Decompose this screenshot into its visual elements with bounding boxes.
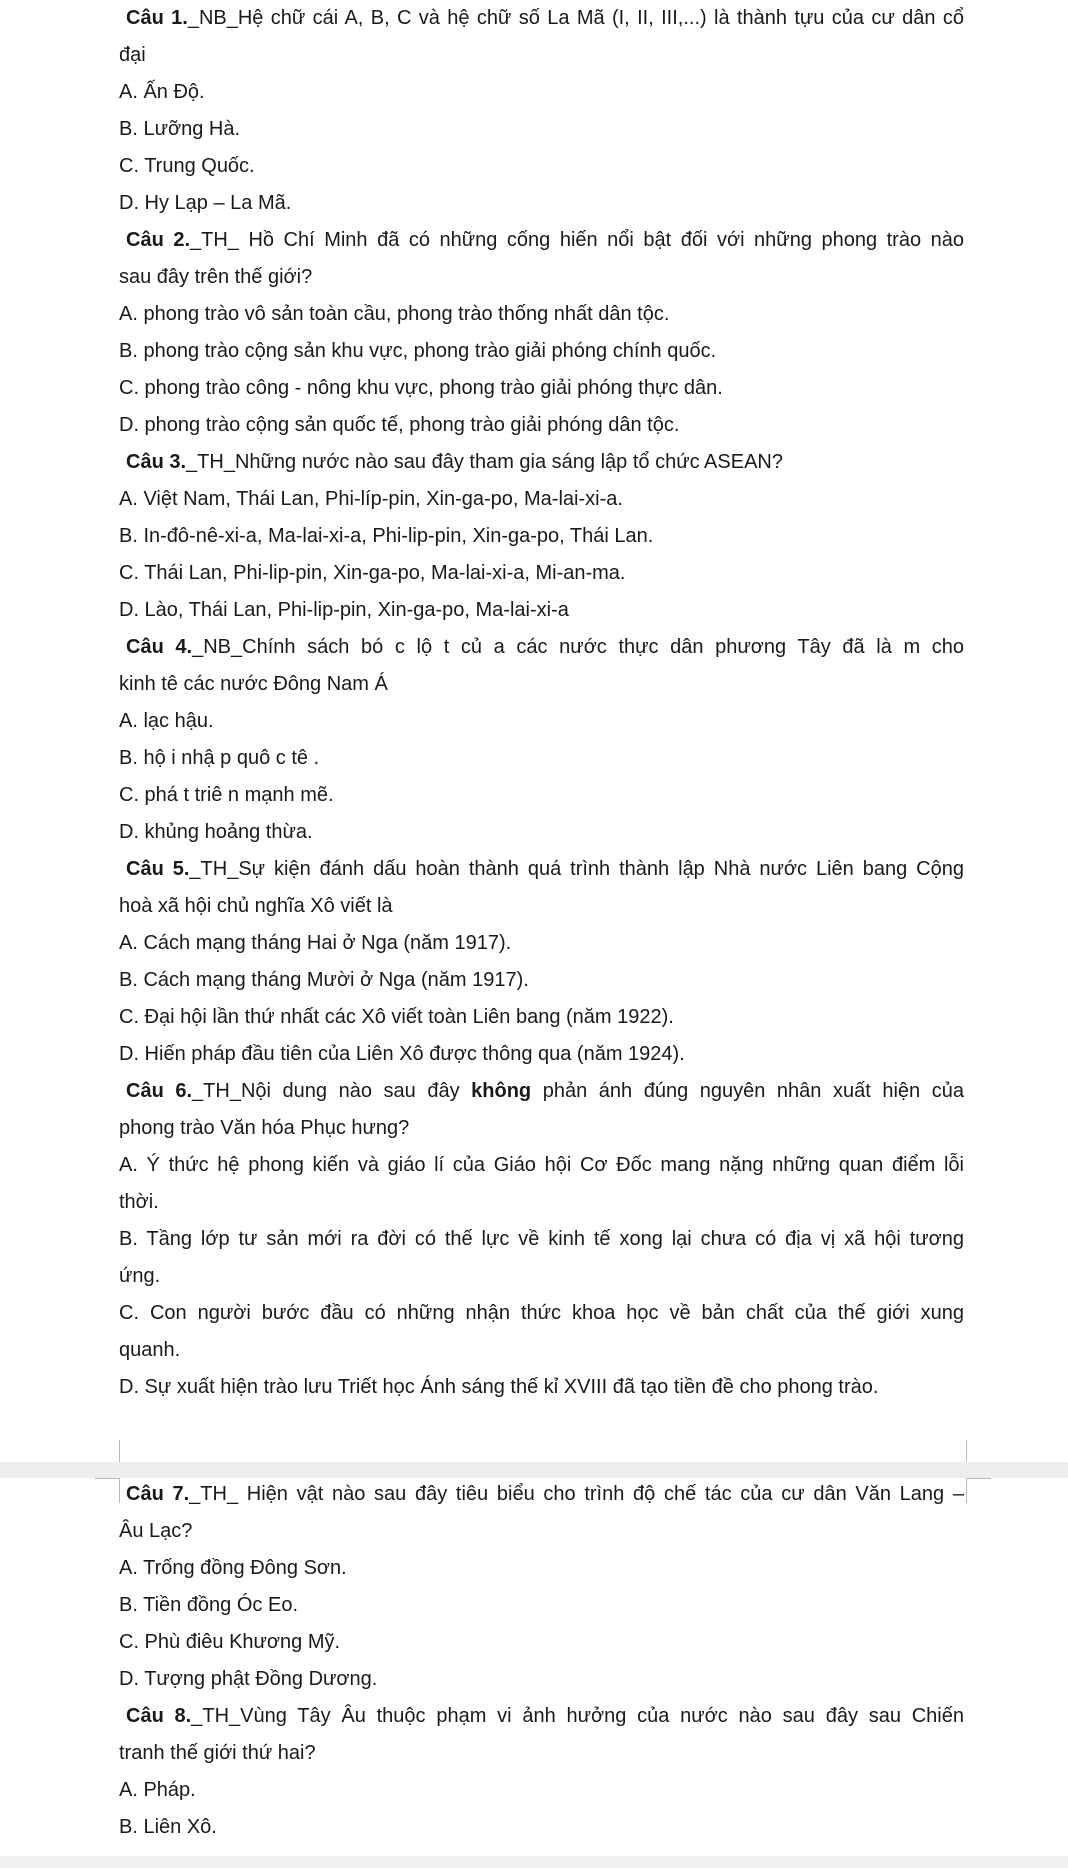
text-line: B. Liên Xô. (119, 1816, 217, 1838)
text-line: C. Phù điêu Khương Mỹ. (119, 1631, 341, 1653)
page-1-text (119, 0, 964, 1406)
question-number: Câu 6. (126, 1080, 193, 1102)
text-line: D. phong trào cộng sản quốc tế, phong trào giải phóng dân tộc. (119, 414, 680, 436)
text-line: D. Tượng phật Đồng Dương. (119, 1668, 378, 1690)
question-number: Câu 5. (126, 858, 190, 880)
text-line: Âu Lạc? (119, 1520, 193, 1542)
text-line: A. lạc hậu. (119, 710, 214, 732)
question-text: _TH_Vùng Tây Âu thuộc phạm vi ảnh hưởng của nước nào sau đây sau Chiến (191, 1705, 964, 1727)
text-line: D. khủng hoảng thừa. (119, 821, 313, 843)
question-line (119, 1073, 964, 1110)
question-number: Câu 4. (126, 636, 193, 658)
text-line: B. hộ i nhậ p quô c tê . (119, 747, 320, 769)
question-number: Câu 8. (126, 1705, 192, 1727)
crop-mark-bottom-right (966, 1478, 991, 1503)
text-line: tranh thế giới thứ hai? (119, 1742, 316, 1764)
question-number: Câu 1. (126, 7, 188, 29)
text-line: quanh. (119, 1339, 181, 1361)
question-text: _NB_Hệ chữ cái A, B, C và hệ chữ số La Mã (I, II, III,...) là thành tựu của cư dân cổ (187, 7, 964, 29)
text-line: A. Cách mạng tháng Hai ở Nga (năm 1917). (119, 932, 512, 954)
text-line: D. Sự xuất hiện trào lưu Triết học Ánh sáng thế kỉ XVIII đã tạo tiền đề cho phong trào. (119, 1376, 879, 1398)
text-line: D. Lào, Thái Lan, Phi-lip-pin, Xin-ga-po, Ma-lai-xi-a (119, 599, 569, 621)
text-line: kinh tê các nước Đông Nam Á (119, 673, 388, 695)
text-line: B. Tầng lớp tư sản mới ra đời có thế lực về kinh tế xong lại chưa có địa vị xã hội tương (119, 1228, 964, 1250)
text-line: B. Lưỡng Hà. (119, 118, 241, 140)
text-line: C. Đại hội lần thứ nhất các Xô viết toàn Liên bang (năm 1922). (119, 1006, 674, 1028)
question-number: Câu 2. (126, 229, 190, 251)
bottom-scroll-edge (0, 1856, 1068, 1868)
text-line: sau đây trên thế giới? (119, 266, 313, 288)
text-line: A. Việt Nam, Thái Lan, Phi-líp-pin, Xin-ga-po, Ma-lai-xi-a. (119, 488, 623, 510)
text-line: B. Tiền đồng Óc Eo. (119, 1594, 298, 1616)
text-line: B. phong trào cộng sản khu vực, phong trào giải phóng chính quốc. (119, 340, 717, 362)
text-line: A. Trống đồng Đông Sơn. (119, 1557, 347, 1579)
text-line: A. Ấn Độ. (119, 81, 205, 103)
question-text: _TH_Nội dung nào sau đây (192, 1080, 472, 1102)
text-line: C. Con người bước đầu có những nhận thức khoa học về bản chất của thế giới xung (119, 1302, 964, 1324)
text-line: B. Cách mạng tháng Mười ở Nga (năm 1917). (119, 969, 529, 991)
text-line: C. Thái Lan, Phi-lip-pin, Xin-ga-po, Ma-lai-xi-a, Mi-an-ma. (119, 562, 626, 584)
question-line (119, 629, 964, 666)
question-line (119, 222, 964, 259)
text-line: C. phá t triê n mạnh mẽ. (119, 784, 334, 806)
text-line: C. phong trào công - nông khu vực, phong trào giải phóng thực dân. (119, 377, 723, 399)
text-line: C. Trung Quốc. (119, 155, 255, 177)
text-line: đại (119, 44, 146, 66)
text-line: A. Pháp. (119, 1779, 196, 1801)
question-text: _TH_Sự kiện đánh dấu hoàn thành quá trình thành lập Nhà nước Liên bang Cộng (189, 858, 964, 880)
document-page-2 (0, 1478, 1068, 1868)
text-line: A. phong trào vô sản toàn cầu, phong trào thống nhất dân tộc. (119, 303, 670, 325)
text-line: B. In-đô-nê-xi-a, Ma-lai-xi-a, Phi-lip-pin, Xin-ga-po, Thái Lan. (119, 525, 654, 547)
text-line: hoà xã hội chủ nghĩa Xô viết là (119, 895, 393, 917)
question-number: Câu 3. (126, 451, 187, 473)
question-text: _TH_ Hiện vật nào sau đây tiêu biểu cho trình độ chế tác của cư dân Văn Lang – (189, 1483, 964, 1505)
question-line (119, 1698, 964, 1735)
emphasis-text: không (471, 1080, 532, 1102)
question-text: _NB_Chính sách bó c lộ t củ a các nước thực dân phương Tây đã là m cho (192, 636, 964, 658)
text-line: A. Ý thức hệ phong kiến và giáo lí của Giáo hội Cơ Đốc mang nặng những quan điểm lỗi (119, 1154, 964, 1176)
text-line: thời. (119, 1191, 159, 1213)
question-text: _TH_Những nước nào sau đây tham gia sáng lập tổ chức ASEAN? (186, 451, 783, 473)
question-number: Câu 7. (126, 1483, 190, 1505)
page-2-text (119, 1476, 964, 1846)
text-line: ứng. (119, 1265, 161, 1287)
text-line: D. Hiến pháp đầu tiên của Liên Xô được thông qua (năm 1924). (119, 1043, 685, 1065)
question-text: _TH_ Hồ Chí Minh đã có những cống hiến nổi bật đối với những phong trào nào (190, 229, 964, 251)
question-line (119, 1476, 964, 1513)
text-line: D. Hy Lạp – La Mã. (119, 192, 292, 214)
crop-mark-bottom-left (95, 1478, 120, 1503)
question-line (119, 444, 964, 481)
question-line (119, 851, 964, 888)
question-line (119, 0, 964, 37)
text-line: phong trào Văn hóa Phục hưng? (119, 1117, 410, 1139)
question-text-rest: phản ánh đúng nguyên nhân xuất hiện của (531, 1080, 964, 1102)
